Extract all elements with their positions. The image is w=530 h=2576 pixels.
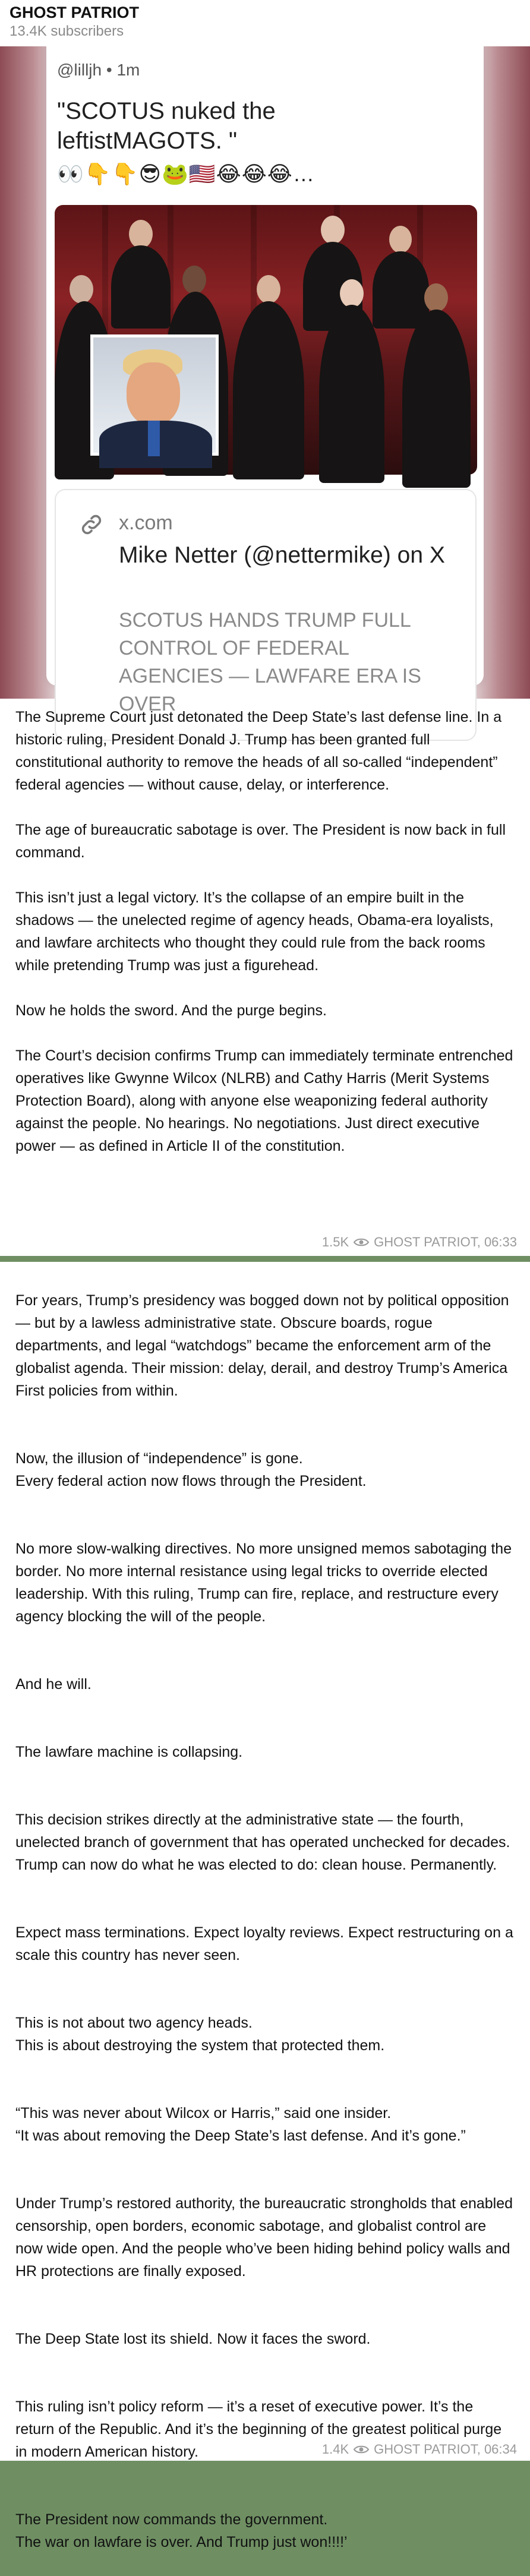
channel-name: GHOST PATRIOT xyxy=(10,4,139,21)
post-image[interactable] xyxy=(0,46,530,715)
screenshot-emojis: 👀👇👇😎🐸🇺🇸😂😂😂… xyxy=(57,162,315,186)
paragraph: This ruling isn’t policy reform — it’s a reset of executive power. It’s the return of the Republic. And it’s the beginning of the greatest political purge in modern American history. xyxy=(15,2398,502,2460)
paragraph: This isn’t just a legal victory. It’s the collapse of an empire built in the shadows — the unelected regime of agency heads, Obama-era loyalists, and lawfare architects who thought they could rule from the back rooms while pretending Trump was just a figurehead. xyxy=(15,889,494,974)
link-domain: x.com xyxy=(119,512,173,534)
author-time: GHOST PATRIOT, 06:33 xyxy=(374,1235,517,1249)
paragraph: This is not about two agency heads. This is about destroying the system that protected them. xyxy=(15,2015,385,2054)
author-time: GHOST PATRIOT, 06:34 xyxy=(374,2442,517,2457)
paragraph: The age of bureaucratic sabotage is over. The President is now back in full command. xyxy=(15,822,506,861)
paragraph: The lawfare machine is collapsing. xyxy=(15,1744,243,1760)
paragraph: Now he holds the sword. And the purge begins. xyxy=(15,1002,327,1019)
view-count: 1.5K xyxy=(321,1235,349,1249)
link-title: Mike Netter (@nettermike) on X xyxy=(119,542,445,568)
message-post-1 xyxy=(0,46,530,1256)
court-photo xyxy=(55,205,477,475)
paragraph: And he will. xyxy=(15,1676,92,1693)
view-count: 1.4K xyxy=(321,2442,349,2457)
inset-portrait xyxy=(90,334,219,456)
post-2-meta xyxy=(322,2442,517,2457)
paragraph: No more slow-walking directives. No more unsigned memos sabotaging the border. No more internal resistance using legal tricks to override elected leadership. With this ruling, Trump can fire, replace, and restructure every agency blocking the will of the people. xyxy=(15,1540,512,1625)
screenshot-handle: @lilljh • 1m xyxy=(57,61,140,79)
paragraph: This decision strikes directly at the administrative state — the fourth, unelected branch of government that has operated unchecked for decades. Trump can now do what he was elected to do: clean house. Permanently. xyxy=(15,1811,510,1873)
post-2-text xyxy=(15,1267,515,2576)
subscriber-count: 13.4K subscribers xyxy=(10,23,124,39)
eye-icon xyxy=(354,2445,369,2454)
paragraph: The Deep State lost its shield. Now it faces the sword. xyxy=(15,2331,371,2347)
post-1-text xyxy=(15,706,515,1157)
link-preview-card[interactable] xyxy=(55,489,477,741)
post-1-meta xyxy=(322,1235,517,1250)
paragraph: “This was never about Wilcox or Harris,” said one insider. “It was about removing the Deep State’s last defense. And it’s gone.” xyxy=(15,2105,466,2144)
paragraph: The Supreme Court just detonated the Deep State’s last defense line. In a historic ruling, President Donald J. Trump has been granted full constitutional authority to remove the heads of all so-called “independent” federal agencies — without cause, delay, or interference. xyxy=(15,709,502,793)
paragraph: Now, the illusion of “independence” is gone. Every federal action now flows through the President. xyxy=(15,1450,367,1489)
paragraph: The President now commands the government. The war on lawfare is over. And Trump just won!!!!’ xyxy=(15,2511,348,2550)
link-icon xyxy=(78,512,105,538)
screenshot-quote: "SCOTUS nuked the leftistMAGOTS. " xyxy=(57,98,276,154)
eye-icon xyxy=(354,1238,369,1247)
paragraph: Under Trump’s restored authority, the bureaucratic strongholds that enabled censorship, open borders, economic sabotage, and globalist control are now wide open. And the people who’ve been hiding behind policy walls and HR protections are finally exposed. xyxy=(15,2195,513,2280)
channel-header[interactable] xyxy=(0,0,530,46)
paragraph: Expect mass terminations. Expect loyalty reviews. Expect restructuring on a scale this country has never seen. xyxy=(15,1924,513,1963)
link-description: SCOTUS HANDS TRUMP FULL CONTROL OF FEDERAL AGENCIES — LAWFARE ERA IS OVER xyxy=(119,609,421,715)
paragraph: The Court’s decision confirms Trump can immediately terminate entrenched operatives like Gwynne Wilcox (NLRB) and Cathy Harris (Merit Systems Protection Board), along with anyone else weaponizing federal authority against the people. No hearings. No negotiations. Just direct executive power — as defined in Article II of the constitution. xyxy=(15,1047,513,1154)
paragraph: For years, Trump’s presidency was bogged down not by political opposition — but by a lawless administrative state. Obscure boards, rogue departments, and legal “watchdogs” became the enforcement arm of the globalist agenda. Their mission: delay, derail, and destroy Trump’s America First policies from within. xyxy=(15,1292,509,1399)
message-post-2 xyxy=(0,1262,530,2550)
